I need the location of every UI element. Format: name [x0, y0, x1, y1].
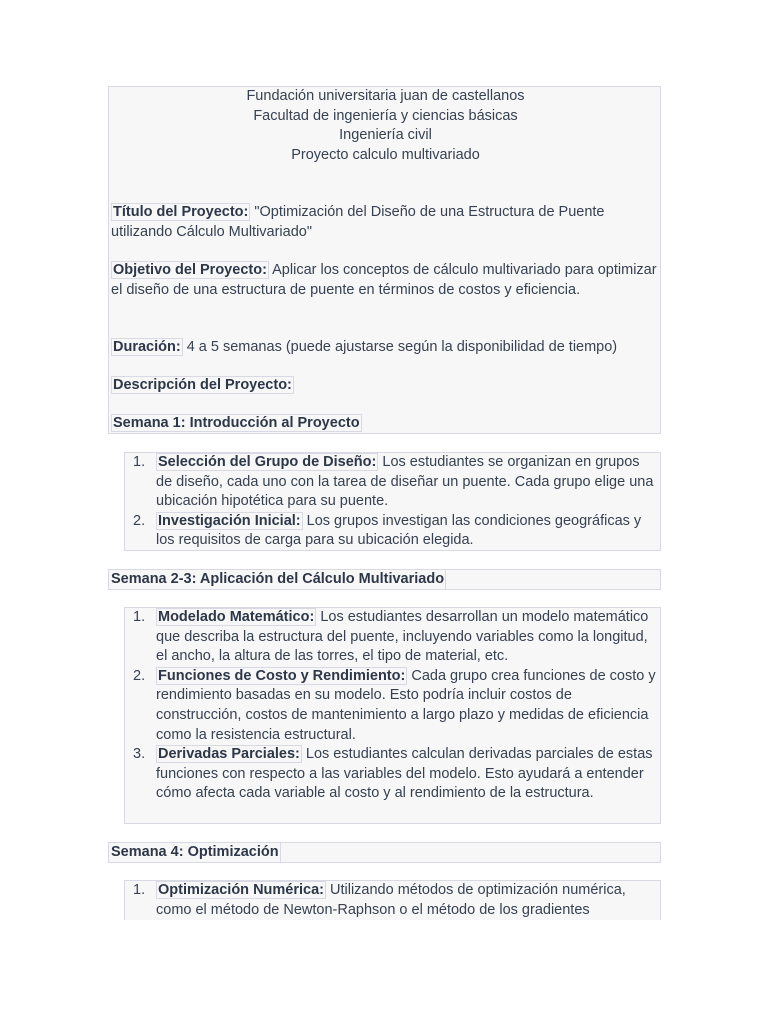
list-item-text: Cada grupo crea funciones de costo y rendimiento basadas en su modelo. Esto podría incluir costos de construcción, costos de mantenimiento a largo plazo y medidas de eficiencia como la resistencia estructural. — [156, 667, 656, 743]
course-line: Proyecto calculo multivariado — [291, 147, 480, 163]
list-item-label: Selección del Grupo de Diseño: — [158, 454, 377, 470]
week1-list-box — [124, 452, 661, 551]
week1-heading: Semana 1: Introducción al Proyecto — [113, 415, 360, 431]
duration-label: Duración: — [113, 339, 181, 355]
list-item — [125, 453, 660, 512]
week4-heading-box — [108, 842, 661, 863]
list-number: 3. — [133, 746, 146, 763]
list-item-text: Los estudiantes calculan derivadas parciales de estas funciones con respecto a las variables del modelo. Esto ayudará a entender cómo afecta cada variable al costo y al rendimiento de la estructura. — [156, 746, 653, 802]
list-item — [125, 608, 660, 667]
list-number: 1. — [133, 609, 146, 625]
faculty-line: Facultad de ingeniería y ciencias básicas — [253, 108, 518, 124]
institution-line: Fundación universitaria juan de castellanos — [246, 88, 525, 104]
project-title-text: "Optimización del Diseño de una Estructura de Puente utilizando Cálculo Multivariado" — [111, 204, 605, 240]
intro-block — [108, 86, 661, 434]
duration-text: 4 a 5 semanas (puede ajustarse según la disponibilidad de tiempo) — [182, 339, 618, 355]
week2-list — [125, 608, 660, 804]
list-item-label: Optimización Numérica: — [158, 882, 324, 898]
list-number: 1. — [133, 882, 146, 898]
list-item-label: Investigación Inicial: — [158, 512, 301, 529]
project-title-label: Título del Proyecto: — [113, 204, 249, 220]
week2-heading-box — [108, 569, 661, 590]
list-item — [125, 512, 660, 551]
week1-list — [125, 453, 660, 551]
description-paragraph — [111, 376, 660, 396]
week1-heading-paragraph — [111, 414, 660, 434]
project-objective-label: Objetivo del Proyecto: — [113, 262, 267, 278]
list-item-label: Funciones de Costo y Rendimiento: — [158, 667, 406, 684]
week4-heading: Semana 4: Optimización — [109, 842, 281, 864]
project-objective-paragraph — [111, 261, 660, 300]
program-line: Ingeniería civil — [339, 127, 432, 143]
list-number: 1. — [133, 454, 146, 470]
project-title-paragraph — [111, 203, 660, 242]
list-item-label: Derivadas Parciales: — [158, 746, 300, 763]
project-objective-text: Aplicar los conceptos de cálculo multivariado para optimizar el diseño de una estructura de puente en términos de costos y eficiencia. — [111, 262, 657, 298]
page-bottom-margin — [0, 920, 768, 1024]
document-page — [108, 0, 661, 920]
list-item-text: Los grupos investigan las condiciones geográficas y los requisitos de carga para su ubicación elegida. — [156, 512, 642, 549]
list-item-text: Los estudiantes se organizan en grupos de diseño, cada uno con la tarea de diseñar un puente. Cada grupo elige una ubicación hipotética para su puente. — [156, 454, 654, 510]
list-item-label: Modelado Matemático: — [158, 609, 315, 625]
list-item — [125, 745, 660, 804]
list-number: 2. — [133, 512, 146, 529]
description-label: Descripción del Proyecto: — [113, 377, 292, 393]
week2-heading: Semana 2-3: Aplicación del Cálculo Multivariado — [109, 569, 446, 591]
list-number: 2. — [133, 667, 146, 684]
list-item-text: Los estudiantes desarrollan un modelo matemático que describa la estructura del puente, incluyendo variables como la longitud, el ancho, la altura de las torres, el tipo de material, etc. — [156, 609, 649, 665]
list-item-text: Utilizando métodos de optimización numérica, como el método de Newton-Raphson o el método de los gradientes — [156, 882, 626, 918]
duration-paragraph — [111, 338, 660, 358]
week2-list-box — [124, 607, 661, 824]
list-item — [125, 667, 660, 745]
